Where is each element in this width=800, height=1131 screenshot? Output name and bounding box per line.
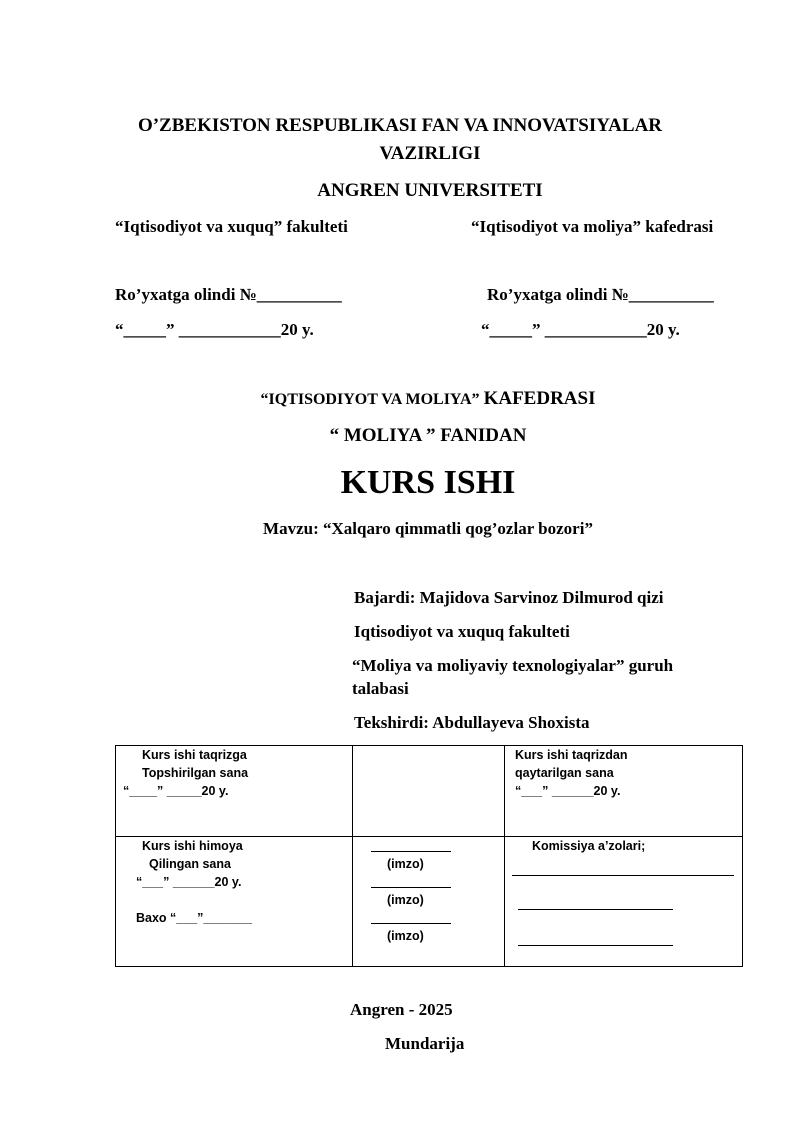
commission-cell: [505, 837, 743, 967]
subject-heading: “ MOLIYA ” FANIDAN: [329, 425, 527, 446]
defense-title: Kurs ishi himoya: [142, 839, 243, 853]
defense-grade: Baxo “___”_______: [136, 911, 253, 925]
faculty-label: “Iqtisodiyot va xuquq” fakulteti: [115, 217, 348, 236]
university-name: ANGREN UNIVERSITETI: [317, 180, 543, 201]
document-title: KURS ISHI: [340, 464, 516, 501]
signature-line-3: [371, 923, 451, 924]
department-heading-prefix: “IQTISODIYOT VA MOLIYA”: [260, 391, 480, 408]
defense-cell: [116, 837, 353, 967]
defense-date: “___” ______20 y.: [136, 875, 242, 889]
review-submitted-title: Kurs ishi taqrizga: [142, 748, 247, 762]
review-submitted-label: Topshirilgan sana: [142, 766, 249, 780]
registration-right-date: “_____” ____________20 y.: [481, 320, 680, 339]
student-faculty: Iqtisodiyot va xuquq fakulteti: [354, 622, 570, 641]
ministry-line-1: O’ZBEKISTON RESPUBLIKASI FAN VA INNOVATSIYALAR: [137, 115, 663, 136]
checked-by: Tekshirdi: Abdullayeva Shoxista: [354, 713, 590, 732]
department-heading: [28, 388, 800, 410]
department-heading-suffix: KAFEDRASI: [483, 388, 596, 409]
performed-by: Bajardi: Majidova Sarvinoz Dilmurod qizi: [354, 588, 664, 607]
review-returned-title: Kurs ishi taqrizdan: [515, 748, 628, 762]
registration-right-number: Ro’yxatga olindi №__________: [487, 285, 714, 304]
signature-line-1: [371, 851, 451, 852]
commission-title: Komissiya a’zolari;: [532, 839, 646, 853]
signature-line-2: [371, 887, 451, 888]
review-submitted-date: “____” _____20 y.: [123, 784, 229, 798]
commission-line-1: [512, 875, 734, 876]
ministry-line-2: VAZIRLIGI: [379, 143, 481, 164]
review-submitted-cell: [116, 746, 353, 837]
contents-heading: Mundarija: [385, 1034, 465, 1053]
review-returned-label: qaytarilgan sana: [515, 766, 614, 780]
registration-left-date: “_____” ____________20 y.: [115, 320, 314, 339]
student-group-line-2: talabasi: [352, 679, 409, 698]
signature-label-2: (imzo): [387, 893, 424, 907]
review-returned-cell: [505, 746, 743, 837]
signature-label-1: (imzo): [387, 857, 424, 871]
commission-line-2: [518, 909, 673, 910]
topic-line: Mavzu: “Xalqaro qimmatli qog’ozlar bozori”: [263, 519, 593, 538]
review-table: [115, 745, 743, 967]
commission-line-3: [518, 945, 673, 946]
city-year: Angren - 2025: [350, 1000, 453, 1019]
review-empty-cell: [353, 746, 505, 837]
review-returned-date: “___” ______20 y.: [515, 784, 621, 798]
defense-label: Qilingan sana: [149, 857, 231, 871]
registration-left-number: Ro’yxatga olindi №__________: [115, 285, 342, 304]
signatures-cell: [353, 837, 505, 967]
department-label: “Iqtisodiyot va moliya” kafedrasi: [471, 217, 714, 236]
signature-label-3: (imzo): [387, 929, 424, 943]
student-group-line-1: “Moliya va moliyaviy texnologiyalar” guruh: [352, 656, 674, 675]
